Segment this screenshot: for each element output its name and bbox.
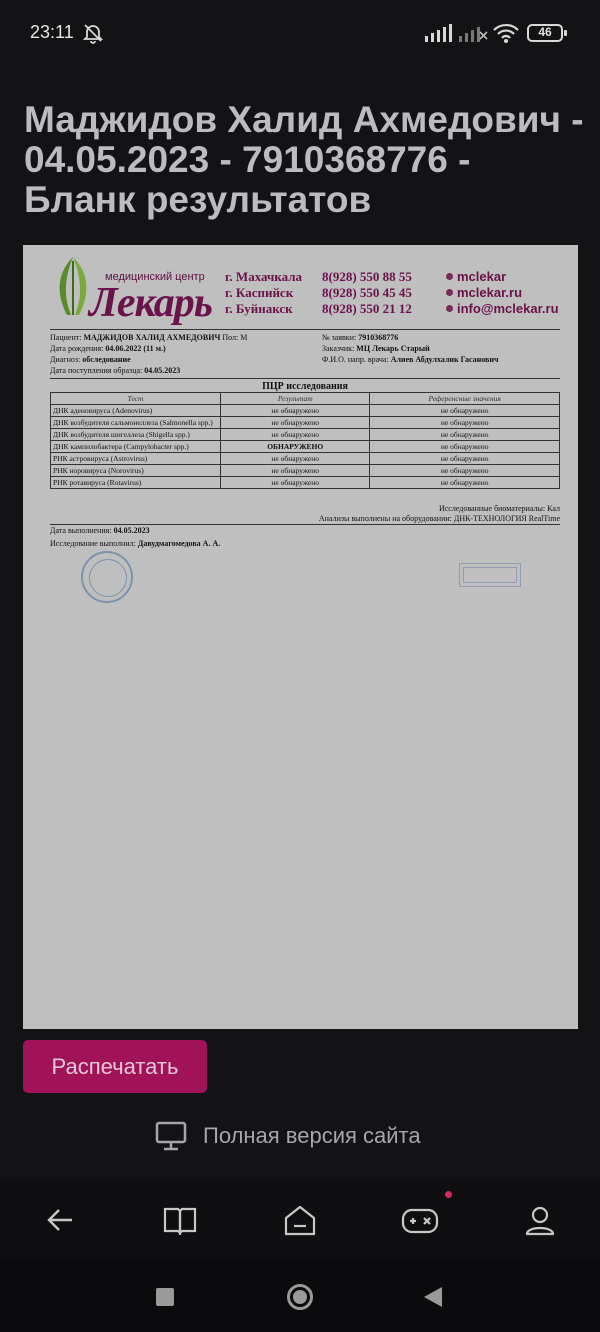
system-home-icon[interactable] (287, 1284, 313, 1310)
notification-dot (445, 1191, 452, 1198)
signal-icon (424, 24, 452, 42)
bell-off-icon (82, 22, 104, 44)
section-title: ПЦР исследования (262, 381, 348, 392)
full-version-link[interactable] (155, 1118, 421, 1154)
link-instagram: mclekar (457, 269, 507, 284)
table-row (51, 405, 560, 417)
order-label: № заявки: (322, 333, 357, 342)
book-icon (163, 1205, 197, 1235)
result-cell: не обнаружено (221, 465, 370, 477)
performed-by (50, 539, 220, 548)
city: г. Махачкала (225, 269, 303, 284)
doctor-label: Ф.И.О. напр. врача: (322, 355, 389, 364)
result-cell: не обнаружено (221, 477, 370, 489)
mail-icon (446, 305, 453, 312)
test-cell: ДНК кампилобактера (Campylobacter spp.) (51, 441, 221, 453)
city: г. Буйнакск (225, 301, 293, 316)
system-nav-bar (0, 1260, 600, 1332)
test-cell: РНК норовируса (Norovirus) (51, 465, 221, 477)
test-cell: ДНК возбудителя сальмонеллеза (Salmonella spp.) (51, 417, 221, 429)
sex-value: М (240, 333, 248, 342)
order-value: 7910368776 (358, 333, 399, 342)
signal-no-icon (458, 24, 488, 42)
profile-icon (524, 1204, 556, 1236)
round-stamp (81, 551, 133, 603)
nav-back-button[interactable] (38, 1198, 82, 1242)
doctor-value: Алиев Абдулхалик Гасанович (390, 355, 499, 364)
page-title: Маджидов Халид Ахмедович - 04.05.2023 - 7910368776 - Бланк результатов (24, 99, 584, 220)
performed-label: Исследование выполнил: (50, 539, 136, 548)
done-date-label: Дата выполнения: (50, 526, 112, 535)
ref-cell: не обнаружено (370, 417, 560, 429)
status-bar (0, 0, 600, 68)
lekar-logo (53, 257, 213, 326)
table-row (51, 453, 560, 465)
ref-cell: не обнаружено (370, 441, 560, 453)
test-cell: РНК ротавируса (Rotavirus) (51, 477, 221, 489)
result-cell: не обнаружено (221, 417, 370, 429)
ref-cell: не обнаружено (370, 429, 560, 441)
ref-cell: не обнаружено (370, 465, 560, 477)
home-icon (283, 1204, 317, 1236)
test-cell: РНК астровируса (Astrovirus) (51, 453, 221, 465)
phones-list (322, 269, 412, 317)
result-cell-positive: ОБНАРУЖЕНО (221, 441, 370, 453)
nav-home-button[interactable] (278, 1198, 322, 1242)
phone: 8(928) 550 88 55 (322, 269, 412, 284)
table-row (51, 417, 560, 429)
ref-cell: не обнаружено (370, 477, 560, 489)
table-row (51, 441, 560, 453)
customer-label: Заказчик: (322, 344, 355, 353)
patient-value: МАДЖИДОВ ХАЛИД АХМЕДОВИЧ (83, 333, 221, 342)
result-cell: не обнаружено (221, 453, 370, 465)
diag-value: обследование (82, 355, 131, 364)
system-back-icon[interactable] (424, 1287, 442, 1307)
globe-icon (446, 289, 453, 296)
table-row (51, 477, 560, 489)
rect-stamp (459, 563, 521, 587)
nav-games-button[interactable] (398, 1198, 442, 1242)
done-date (50, 526, 150, 535)
instagram-icon (446, 273, 453, 280)
divider (50, 524, 560, 525)
result-cell: не обнаружено (221, 429, 370, 441)
diag-label: Диагноз: (50, 355, 81, 364)
result-cell: не обнаружено (221, 405, 370, 417)
links-list (446, 269, 559, 317)
logo-brand: Лекарь (89, 280, 212, 326)
link-site: mclekar.ru (457, 285, 523, 300)
ref-cell: не обнаружено (370, 453, 560, 465)
results-document (23, 245, 578, 1029)
divider (50, 378, 560, 379)
table-row (51, 429, 560, 441)
print-button[interactable]: Распечатать (23, 1040, 207, 1093)
phone: 8(928) 550 45 45 (322, 285, 412, 300)
equipment-text: Анализы выполнены на оборудовании: ДНК-ТЕХНОЛОГИЯ RealTime (318, 514, 560, 523)
column-header: Тест (51, 393, 221, 405)
gamepad-icon (401, 1205, 439, 1235)
column-header: Результат (221, 393, 370, 405)
link-email: info@mclekar.ru (457, 301, 559, 316)
sex-label: Пол: (222, 333, 239, 342)
phone: 8(928) 550 21 12 (322, 301, 412, 316)
desktop-icon (155, 1121, 187, 1151)
status-time: 23:11 (30, 22, 74, 42)
received-label: Дата поступления образца: (50, 366, 143, 375)
dob-value: 04.06.2022 (11 м.) (105, 344, 166, 353)
results-table (50, 392, 560, 489)
patient-info-left (50, 332, 247, 376)
nav-profile-button[interactable] (518, 1198, 562, 1242)
back-icon (46, 1208, 74, 1232)
ref-cell: не обнаружено (370, 405, 560, 417)
wifi-icon (493, 22, 519, 44)
full-version-label: Полная версия сайта (203, 1123, 421, 1148)
divider (50, 329, 560, 330)
received-value: 04.05.2023 (144, 366, 181, 375)
table-row (51, 465, 560, 477)
table-header-row (51, 393, 560, 405)
biomaterial-text: Исследованные биоматериалы: Кал (438, 504, 560, 513)
leaf-logo-icon (53, 257, 93, 319)
battery-icon (527, 24, 563, 42)
city: г. Каспийск (225, 285, 294, 300)
cities-list (225, 269, 302, 317)
nav-book-button[interactable] (158, 1198, 202, 1242)
performed-value: Давудмагомедова А. А. (137, 539, 221, 548)
test-cell: ДНК аденовируса (Adenovirus) (51, 405, 221, 417)
patient-label: Пациент: (50, 333, 82, 342)
recents-icon[interactable] (156, 1288, 174, 1306)
logo-subtitle: медицинский центр (105, 271, 205, 283)
test-cell: ДНК возбудителя шигеллеза (Shigella spp.) (51, 429, 221, 441)
patient-info-right (322, 332, 499, 365)
done-date-value: 04.05.2023 (113, 526, 150, 535)
column-header: Референсные значения (370, 393, 560, 405)
dob-label: Дата рождения: (50, 344, 104, 353)
customer-value: МЦ Лекарь Старый (356, 344, 430, 353)
battery-level: 46 (538, 25, 552, 39)
bottom-nav (0, 1180, 600, 1260)
